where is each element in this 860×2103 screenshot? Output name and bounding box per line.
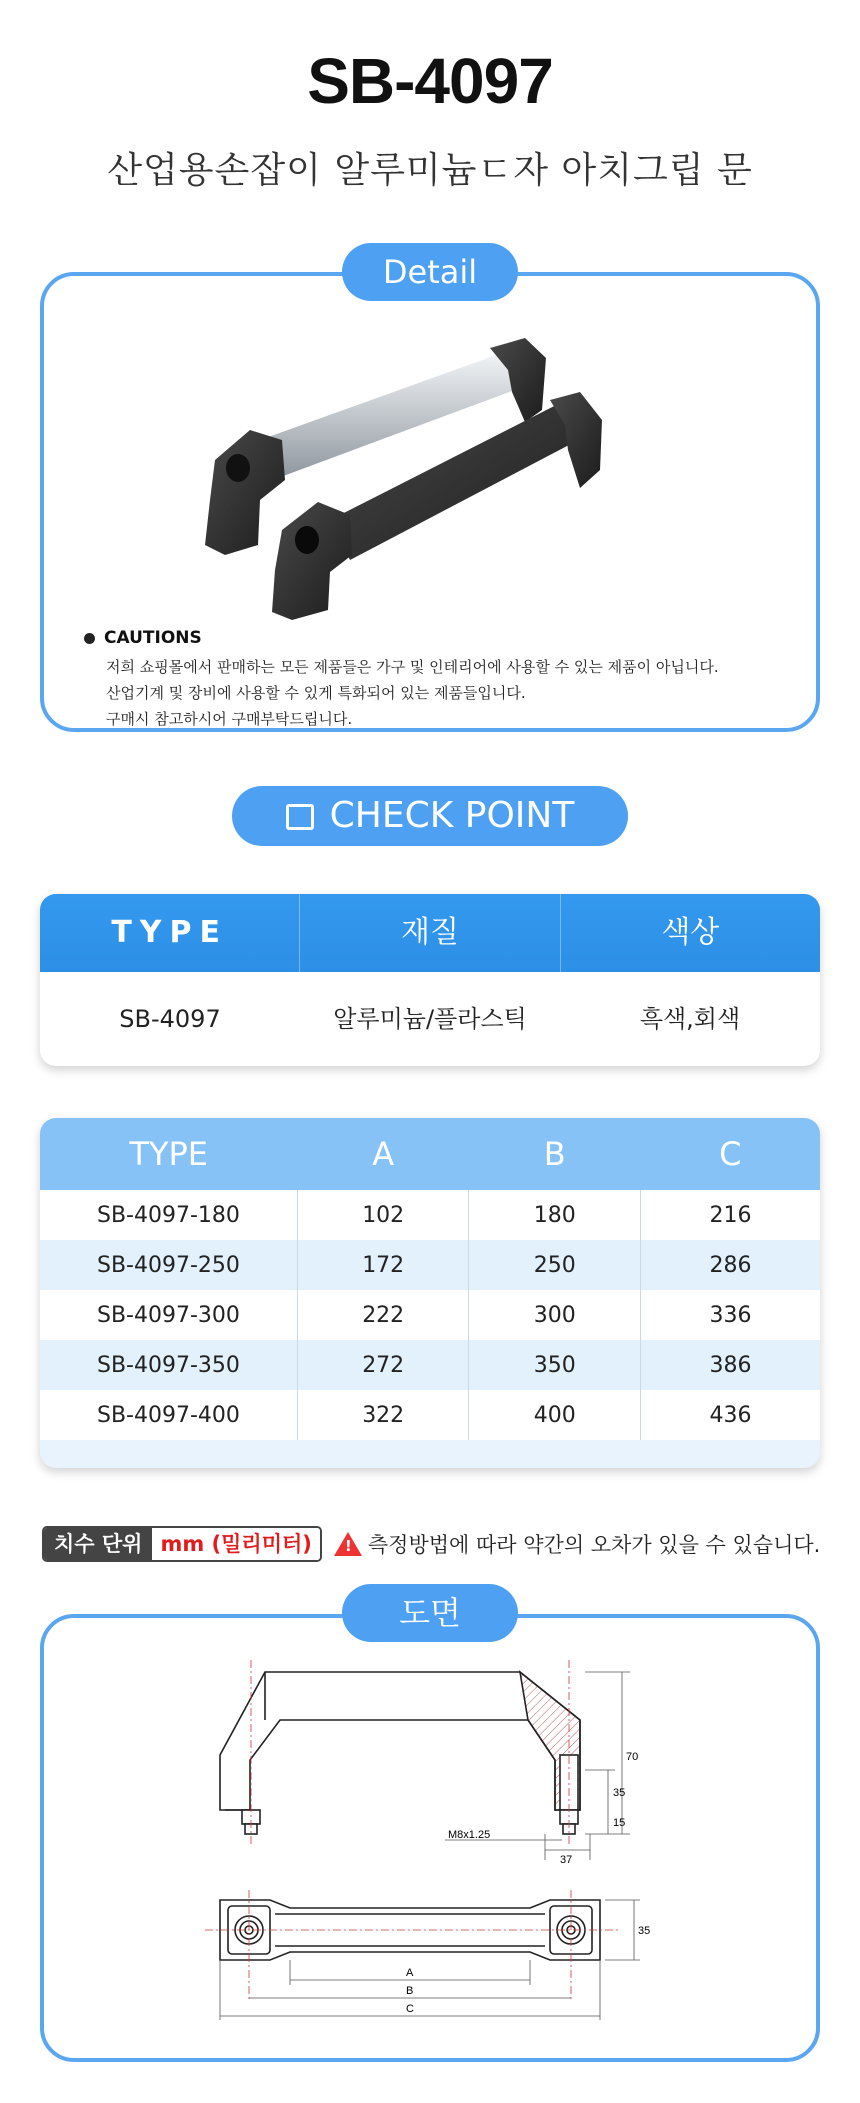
dim-header-b: B xyxy=(469,1118,641,1190)
material-header: 재질 xyxy=(300,894,560,972)
tolerance-warning xyxy=(334,1529,820,1559)
table-cell: 250 xyxy=(469,1240,641,1290)
table-cell: SB-4097-300 xyxy=(40,1290,297,1340)
table-cell: SB-4097-250 xyxy=(40,1240,297,1290)
type-header: TYPE xyxy=(40,894,300,972)
dim-depth: 35 xyxy=(638,1925,651,1937)
dim-b: B xyxy=(406,1985,414,1997)
warning-icon: ! xyxy=(334,1532,362,1556)
table-cell: SB-4097-180 xyxy=(40,1190,297,1240)
technical-drawing xyxy=(190,1660,690,2050)
table-row xyxy=(40,1240,820,1290)
cautions-block xyxy=(84,628,719,732)
cautions-heading: CAUTIONS xyxy=(84,628,719,648)
dimension-table-header xyxy=(40,1118,820,1190)
type-table-header xyxy=(40,894,820,972)
drawing-pill: 도면 xyxy=(342,1584,518,1642)
material-cell: 알루미늄/플라스틱 xyxy=(333,1005,527,1033)
checkbox-icon xyxy=(286,804,314,830)
table-cell: 336 xyxy=(641,1290,820,1340)
dim-bolt: 15 xyxy=(613,1817,626,1829)
dim-header-type: TYPE xyxy=(40,1118,297,1190)
table-cell: 180 xyxy=(469,1190,641,1240)
warning-text: 측정방법에 따라 약간의 오차가 있을 수 있습니다. xyxy=(367,1533,821,1557)
table-cell: 222 xyxy=(297,1290,469,1340)
table-cell: SB-4097-350 xyxy=(40,1340,297,1390)
type-table xyxy=(40,894,820,1066)
table-cell: 400 xyxy=(469,1390,641,1440)
cautions-line: 구매시 참고하시어 구매부탁드립니다. xyxy=(106,710,353,728)
table-cell: 102 xyxy=(297,1190,469,1240)
table-row xyxy=(40,1190,820,1240)
unit-note xyxy=(42,1524,832,1564)
table-row xyxy=(40,1340,820,1390)
black-handle-left-end xyxy=(272,502,352,620)
dimension-table xyxy=(40,1118,820,1468)
table-cell: 172 xyxy=(297,1240,469,1290)
table-cell: 386 xyxy=(641,1340,820,1390)
table-cell: 436 xyxy=(641,1390,820,1440)
dim-height: 70 xyxy=(626,1751,639,1763)
product-photo xyxy=(190,330,690,620)
mount-hole-icon xyxy=(295,526,319,554)
type-table-row xyxy=(40,972,820,1066)
table-row xyxy=(40,1290,820,1340)
dim-thread: M8x1.25 xyxy=(448,1829,491,1841)
unit-badge xyxy=(42,1526,322,1562)
color-header: 색상 xyxy=(661,915,720,950)
table-cell: 216 xyxy=(641,1190,820,1240)
aluminium-handle-left-end xyxy=(205,430,285,555)
color-cell: 흑색,회색 xyxy=(639,1005,741,1033)
dim-header-c: C xyxy=(641,1118,820,1190)
table-cell: 272 xyxy=(297,1340,469,1390)
page-subtitle: 산업용손잡이 알루미늄ㄷ자 아치그립 문 xyxy=(107,150,753,191)
type-cell: SB-4097 xyxy=(119,1005,221,1033)
bullet-icon xyxy=(84,633,95,644)
page-title: SB-4097 xyxy=(307,45,553,117)
unit-value: mm (밀리미터) xyxy=(152,1528,319,1560)
cautions-line: 산업기계 및 장비에 사용할 수 있게 특화되어 있는 제품들입니다. xyxy=(106,684,526,702)
unit-label: 치수 단위 xyxy=(44,1528,152,1560)
dim-mid: 35 xyxy=(613,1787,626,1799)
check-point-pill: CHECK POINT xyxy=(232,786,628,846)
side-view xyxy=(220,1672,580,1834)
table-cell: SB-4097-400 xyxy=(40,1390,297,1440)
dim-foot: 37 xyxy=(560,1854,573,1866)
dim-c: C xyxy=(406,2003,414,2015)
table-cell: 286 xyxy=(641,1240,820,1290)
table-row xyxy=(40,1390,820,1440)
detail-pill: Detail xyxy=(342,243,518,301)
mount-hole-icon xyxy=(226,454,250,482)
table-cell: 300 xyxy=(469,1290,641,1340)
table-cell: 350 xyxy=(469,1340,641,1390)
dim-header-a: A xyxy=(297,1118,469,1190)
cautions-line: 저희 쇼핑몰에서 판매하는 모든 제품들은 가구 및 인테리어에 사용할 수 있는 제품이 아닙니다. xyxy=(106,658,719,676)
table-cell: 322 xyxy=(297,1390,469,1440)
dim-a: A xyxy=(406,1967,414,1979)
